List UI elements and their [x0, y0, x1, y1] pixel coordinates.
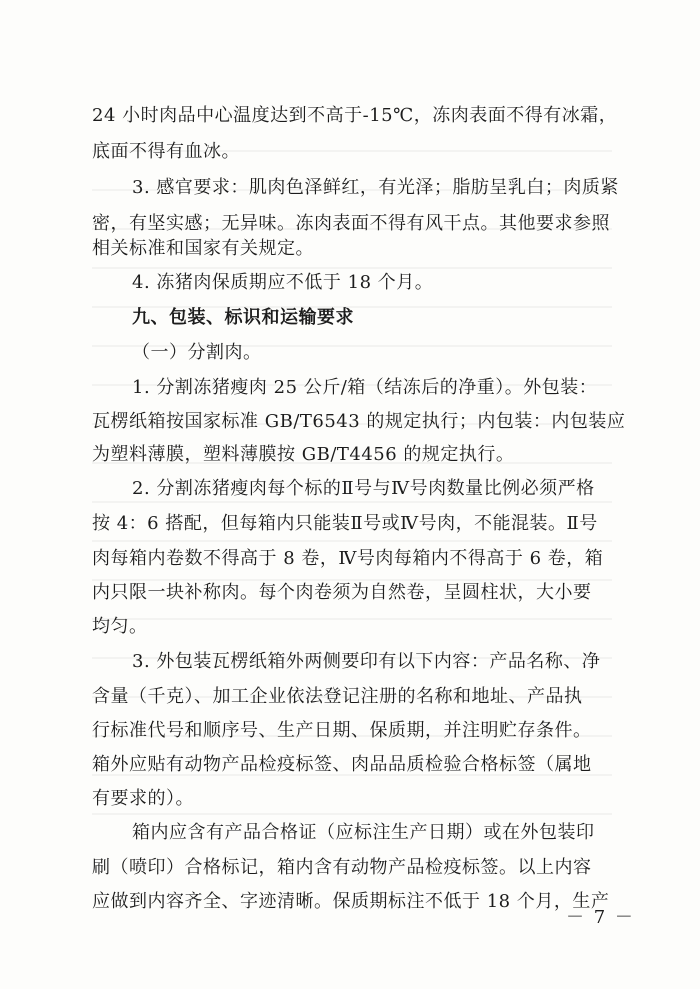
text-line: 瓦楞纸箱按国家标准 GB/T6543 的规定执行；内包装：内包装应	[92, 411, 626, 432]
text-line: 内只限一块补称肉。每个肉卷须为自然卷，呈圆柱状，大小要	[92, 582, 592, 603]
page-number: － 7 －	[566, 907, 635, 928]
text-line: 均匀。	[92, 616, 148, 637]
text-line: 24 小时肉品中心温度达到不高于-15℃，冻肉表面不得有冰霜，	[92, 105, 618, 126]
text-line: 4. 冻猪肉保质期应不低于 18 个月。	[132, 272, 434, 293]
text-line: 3. 外包装瓦楞纸箱外两侧要印有以下内容：产品名称、净	[132, 651, 601, 672]
text-line: 有要求的）。	[92, 788, 194, 809]
text-line: 密，有坚实感；无异味。冻肉表面不得有风干点。其他要求参照	[92, 213, 610, 234]
text-line: 箱内应含有产品合格证（应标注生产日期）或在外包装印	[132, 822, 595, 843]
text-line: 肉每箱内卷数不得高于 8 卷，Ⅳ号肉每箱内不得高于 6 卷，箱	[92, 548, 604, 569]
text-line: 应做到内容齐全、字迹清晰。保质期标注不低于 18 个月，生产	[92, 891, 610, 912]
text-line: 3. 感官要求：肌肉色泽鲜红，有光泽；脂肪呈乳白；肉质紧	[132, 177, 619, 198]
section-heading: 九、包装、标识和运输要求	[132, 307, 354, 328]
text-line: 2. 分割冻猪瘦肉每个标的Ⅱ号与Ⅳ号肉数量比例必须严格	[132, 478, 595, 499]
text-line: 按 4：6 搭配，但每箱内只能装Ⅱ号或Ⅳ号肉，不能混装。Ⅱ号	[92, 513, 598, 534]
text-line: 含量（千克）、加工企业依法登记注册的名称和地址、产品执	[92, 686, 583, 707]
text-line: 1. 分割冻猪瘦肉 25 公斤/箱（结冻后的净重）。外包装：	[132, 377, 598, 398]
text-line: 为塑料薄膜，塑料薄膜按 GB/T4456 的规定执行。	[92, 444, 515, 465]
text-line: 行标准代号和顺序号、生产日期、保质期，并注明贮存条件。	[92, 720, 592, 741]
subsection-heading: （一）分割肉。	[132, 342, 262, 363]
text-line: 刷（喷印）合格标记，箱内含有动物产品检疫标签。以上内容	[92, 857, 592, 878]
text-line: 相关标准和国家有关规定。	[92, 238, 314, 259]
text-line: 底面不得有血冰。	[92, 141, 240, 162]
text-line: 箱外应贴有动物产品检疫标签、肉品品质检验合格标签（属地	[92, 754, 592, 775]
